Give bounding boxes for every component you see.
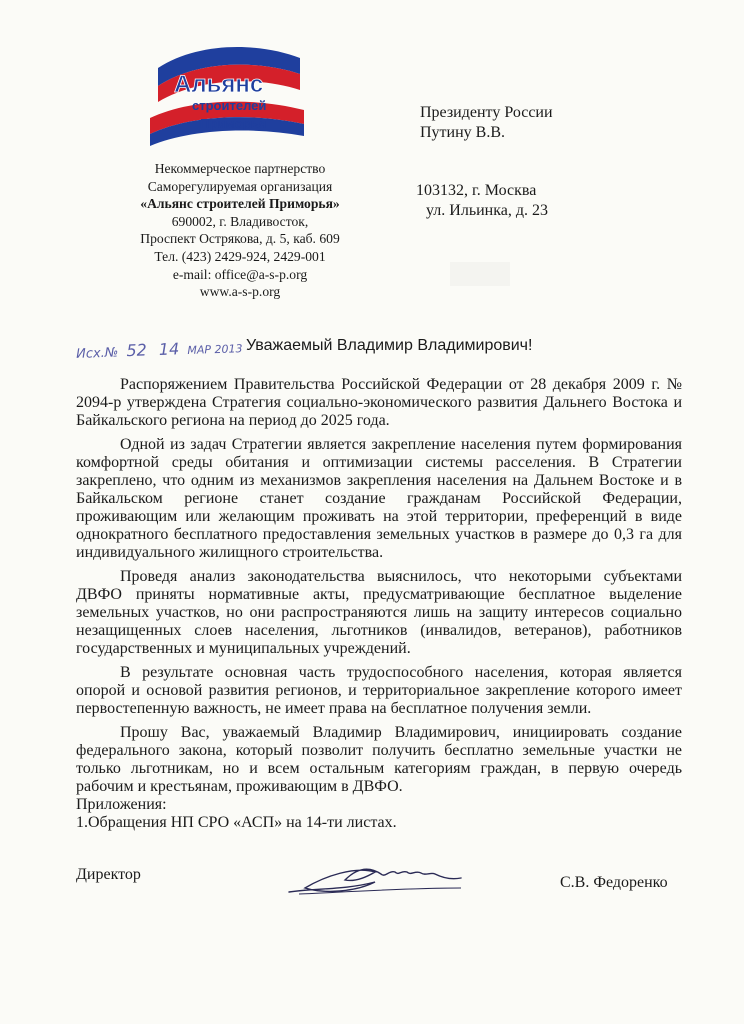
logo-text-2: строителей (192, 98, 267, 113)
addressee-block (420, 103, 553, 143)
salutation: Уважаемый Владимир Владимирович! (246, 337, 533, 354)
logo-text-1: Альянс (174, 71, 264, 98)
logo-text-3: Приморья (200, 116, 267, 131)
paragraph-5: Прошу Вас, уважаемый Владимир Владимирович, инициировать создание федерального закона, который позволит получить бесплатно земельные участки не только льготникам, но и всем остальным категориям граждан, в первую очередь рабочим и крестьянам, проживающим в ДВФО. (76, 724, 682, 795)
address-street: ул. Ильинка, д. 23 (426, 202, 549, 219)
outgoing-prefix: Исх.№ (75, 345, 119, 362)
letter-body (76, 376, 682, 832)
attachment-item: 1.Обращения НП СРО «АСП» на 14-ти листах. (76, 814, 397, 831)
address-city: 103132, г. Москва (416, 182, 537, 199)
director-label: Директор (76, 866, 141, 883)
company-logo (148, 40, 308, 152)
outgoing-number: 52 (126, 340, 148, 361)
paragraph-3: Проведя анализ законодательства выяснилось, что некоторыми субъектами ДВФО приняты нормативные акты, предусматривающие бесплатное выделение земельных участков, но они распространяются лишь на защиту интересов социально незащищенных слоев населения, льготников (инвалидов, ветеранов), работников государственных и муниципальных учреждений. (76, 568, 682, 657)
org-phone: Тел. (423) 2429-924, 2429-001 (154, 248, 326, 264)
scan-smudge (450, 262, 510, 286)
org-type: Некоммерческое партнерство (154, 161, 326, 176)
org-city: 690002, г. Владивосток, (171, 213, 309, 229)
signer-name: С.В. Федоренко (560, 874, 668, 891)
handwritten-signature (285, 858, 465, 898)
paragraph-2: Одной из задач Стратегии является закрепление населения путем формирования комфортной среды обитания и оптимизации системы расселения. В Стратегии закреплено, что одним из механизмов закрепления населения на Дальнем Востоке и в Байкальском регионе станет создание гражданам Российской Федерации, проживающим или желающим проживать на этой территории, преференций в виде однократного бесплатного предоставления земельных участков в размере до 0,3 га для индивидуального жилищного строительства. (76, 436, 682, 561)
org-details (100, 160, 380, 301)
addressee-name: Путину В.В. (420, 124, 506, 141)
attachments-label: Приложения: (76, 796, 167, 813)
paragraph-4: В результате основная часть трудоспособного населения, которая является опорой и основой развития регионов, и территориальное закрепление которого имеет первостепенную важность, не имеет права на бесплатное получения земли. (76, 664, 682, 717)
paragraph-1: Распоряжением Правительства Российской Федерации от 28 декабря 2009 г. № 2094-р утверждена Стратегия социально-экономического развития Дальнего Востока и Байкальского региона на период до 2025 года. (76, 376, 682, 429)
outgoing-day: 14 (158, 339, 180, 360)
org-subtype: Саморегулируемая организация (147, 178, 333, 194)
addressee-title: Президенту России (420, 104, 553, 121)
org-email: e-mail: office@a-s-p.org (172, 266, 308, 282)
outgoing-number-stamp (76, 337, 243, 362)
org-website: www.a-s-p.org (199, 284, 281, 300)
addressee-address (416, 181, 548, 221)
org-name: «Альянс строителей Приморья» (140, 196, 340, 212)
org-street: Проспект Острякова, д. 5, каб. 609 (140, 231, 340, 247)
outgoing-month-year: МАР 2013 (187, 342, 243, 358)
